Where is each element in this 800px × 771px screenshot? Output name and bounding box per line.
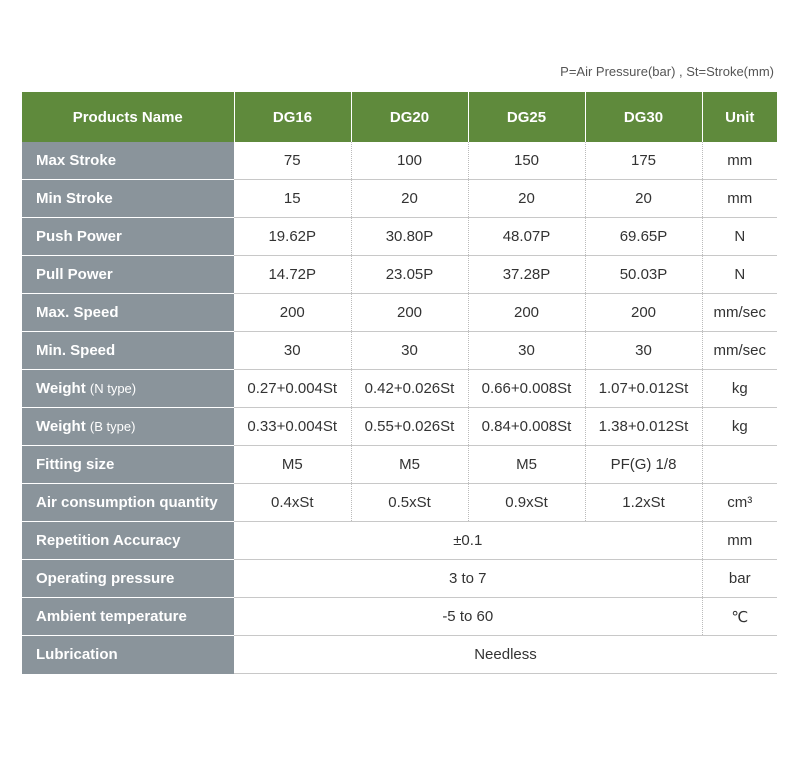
row-label-sub: (B type) — [89, 419, 136, 434]
cell-value: 0.55+0.026St — [351, 408, 468, 446]
cell-unit: N — [702, 256, 777, 294]
table-row — [22, 560, 777, 598]
cell-value: 15 — [234, 180, 351, 218]
legend-note: P=Air Pressure(bar) , St=Stroke(mm) — [560, 64, 774, 79]
table-row — [22, 598, 777, 636]
cell-value: 0.66+0.008St — [468, 370, 585, 408]
table-row — [22, 256, 777, 294]
cell-value: M5 — [234, 446, 351, 484]
cell-value: 69.65P — [585, 218, 702, 256]
cell-unit: mm — [702, 180, 777, 218]
row-label — [22, 370, 234, 408]
cell-value-merged: 3 to 7 — [234, 560, 702, 598]
row-label: Lubrication — [22, 636, 234, 674]
row-label: Air consumption quantity — [22, 484, 234, 522]
cell-unit: N — [702, 218, 777, 256]
table-row — [22, 522, 777, 560]
row-label: Min Stroke — [22, 180, 234, 218]
cell-value: 0.9xSt — [468, 484, 585, 522]
cell-value: M5 — [351, 446, 468, 484]
cell-value: 30 — [234, 332, 351, 370]
cell-value: 100 — [351, 142, 468, 180]
cell-value: 0.84+0.008St — [468, 408, 585, 446]
cell-unit: mm/sec — [702, 294, 777, 332]
cell-unit — [702, 446, 777, 484]
table-row — [22, 332, 777, 370]
cell-value: 0.33+0.004St — [234, 408, 351, 446]
table-row — [22, 370, 777, 408]
header-row — [22, 92, 777, 142]
table-row — [22, 408, 777, 446]
table-row — [22, 218, 777, 256]
header-products-name: Products Name — [22, 92, 234, 142]
cell-unit: mm — [702, 142, 777, 180]
row-label: Fitting size — [22, 446, 234, 484]
cell-value: 0.42+0.026St — [351, 370, 468, 408]
row-label: Ambient temperature — [22, 598, 234, 636]
row-label — [22, 408, 234, 446]
cell-value: 200 — [468, 294, 585, 332]
cell-value: 0.4xSt — [234, 484, 351, 522]
cell-value-merged: Needless — [234, 636, 777, 674]
header-model: DG30 — [585, 92, 702, 142]
cell-value: M5 — [468, 446, 585, 484]
cell-value: 20 — [468, 180, 585, 218]
cell-value: 0.27+0.004St — [234, 370, 351, 408]
cell-value: 30 — [585, 332, 702, 370]
cell-value: 50.03P — [585, 256, 702, 294]
row-label: Operating pressure — [22, 560, 234, 598]
row-label: Push Power — [22, 218, 234, 256]
cell-value: 175 — [585, 142, 702, 180]
cell-value: 0.5xSt — [351, 484, 468, 522]
spec-table — [22, 92, 777, 674]
cell-value: 200 — [234, 294, 351, 332]
row-label-text: Weight — [36, 380, 86, 397]
row-label: Max Stroke — [22, 142, 234, 180]
cell-unit: kg — [702, 408, 777, 446]
cell-unit: mm/sec — [702, 332, 777, 370]
header-unit: Unit — [702, 92, 777, 142]
table-row — [22, 180, 777, 218]
row-label: Max. Speed — [22, 294, 234, 332]
table-row — [22, 446, 777, 484]
cell-value: 19.62P — [234, 218, 351, 256]
row-label-text: Weight — [36, 418, 86, 435]
header-model: DG25 — [468, 92, 585, 142]
cell-value: 30 — [468, 332, 585, 370]
cell-value: 200 — [585, 294, 702, 332]
table-row — [22, 142, 777, 180]
cell-value-merged: ±0.1 — [234, 522, 702, 560]
table-row — [22, 636, 777, 674]
row-label: Repetition Accuracy — [22, 522, 234, 560]
cell-unit: kg — [702, 370, 777, 408]
row-label: Pull Power — [22, 256, 234, 294]
cell-unit: ℃ — [702, 598, 777, 636]
cell-value: 30.80P — [351, 218, 468, 256]
cell-value: 150 — [468, 142, 585, 180]
table-row — [22, 484, 777, 522]
cell-value-merged: -5 to 60 — [234, 598, 702, 636]
cell-value: 30 — [351, 332, 468, 370]
cell-value: 20 — [351, 180, 468, 218]
cell-value: 23.05P — [351, 256, 468, 294]
cell-value: 48.07P — [468, 218, 585, 256]
cell-unit: bar — [702, 560, 777, 598]
cell-value: 1.38+0.012St — [585, 408, 702, 446]
cell-unit: cm³ — [702, 484, 777, 522]
cell-value: 75 — [234, 142, 351, 180]
cell-value: PF(G) 1/8 — [585, 446, 702, 484]
cell-value: 200 — [351, 294, 468, 332]
cell-value: 20 — [585, 180, 702, 218]
header-model: DG16 — [234, 92, 351, 142]
row-label: Min. Speed — [22, 332, 234, 370]
cell-value: 37.28P — [468, 256, 585, 294]
cell-unit: mm — [702, 522, 777, 560]
table-row — [22, 294, 777, 332]
header-model: DG20 — [351, 92, 468, 142]
cell-value: 14.72P — [234, 256, 351, 294]
cell-value: 1.2xSt — [585, 484, 702, 522]
cell-value: 1.07+0.012St — [585, 370, 702, 408]
row-label-sub: (N type) — [89, 381, 137, 396]
